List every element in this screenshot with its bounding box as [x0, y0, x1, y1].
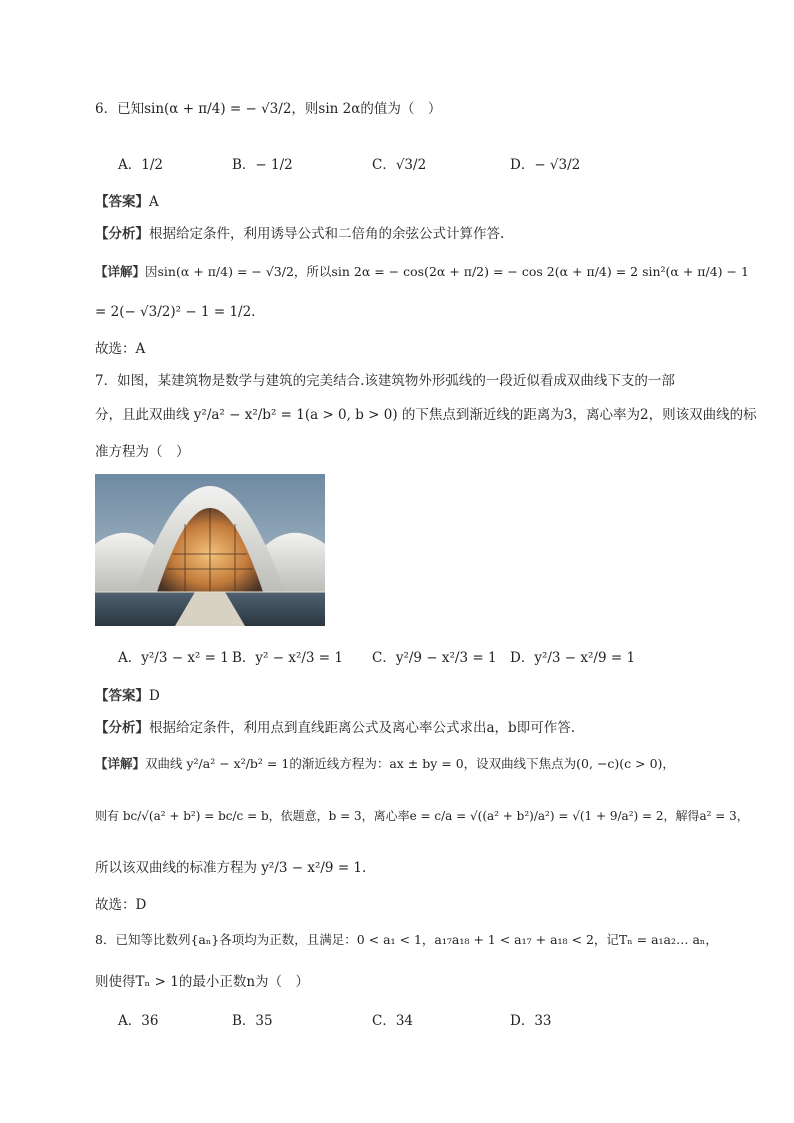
q6-option-d: D．− √3/2 — [510, 157, 581, 173]
q7-option-c: C．y²/9 − x²/3 = 1 — [372, 650, 497, 666]
answer-value: D — [149, 688, 160, 704]
q6-option-c: C．√3/2 — [372, 157, 427, 173]
q8-option-a: A．36 — [118, 1013, 159, 1029]
q7-detail-line-2: 则有 bc/√(a² + b²) = bc/c = b，依题意，b = 3，离心率e = c/a = √((a² + b²)/a²) = √(1 + 9/a²) = 2，解得a² = 3， — [95, 809, 749, 823]
q7-detail-line-3: 所以该双曲线的标准方程为 y²/3 − x²/9 = 1. — [95, 860, 367, 876]
analysis-tag: 【分析】 — [95, 226, 149, 242]
q7-answer — [95, 686, 160, 706]
q6-answer — [95, 192, 159, 212]
q7-option-a: A．y²/3 − x² = 1 — [118, 650, 229, 666]
q6-choose: 故选：A — [95, 341, 146, 357]
q8-stem-line-1: 8．已知等比数列{aₙ}各项均为正数，且满足：0 < a₁ < 1，a₁₇a₁₈ + 1 < a₁₇ + a₁₈ < 2，记Tₙ = a₁a₂… aₙ， — [95, 932, 718, 947]
analysis-text: 根据给定条件，利用点到直线距离公式及离心率公式求出a，b即可作答. — [149, 720, 575, 736]
q6-option-a: A．1/2 — [118, 157, 163, 173]
q7-option-d: D．y²/3 − x²/9 = 1 — [510, 650, 636, 666]
q6-analysis — [95, 224, 504, 244]
detail-text: 因sin(α + π/4) = − √3/2，所以sin 2α = − cos(2α + π/2) = − cos 2(α + π/4) = 2 sin²(α + π/4) − 1 — [145, 264, 749, 279]
q7-analysis — [95, 718, 575, 738]
analysis-tag: 【分析】 — [95, 720, 149, 736]
building-image — [95, 474, 325, 626]
q7-stem-line-3: 准方程为（ ） — [95, 444, 190, 460]
q7-stem-line-1: 7．如图，某建筑物是数学与建筑的完美结合.该建筑物外形弧线的一段近似看成双曲线下支的一部 — [95, 373, 675, 389]
q8-option-d: D．33 — [510, 1013, 552, 1029]
answer-tag: 【答案】 — [95, 688, 149, 704]
q6-detail-line-1 — [95, 262, 749, 282]
q7-stem-line-2: 分，且此双曲线 y²/a² − x²/b² = 1(a > 0, b > 0) 的下焦点到渐近线的距离为3，离心率为2，则该双曲线的标 — [95, 407, 757, 423]
detail-tag: 【详解】 — [95, 264, 146, 279]
detail-text: 双曲线 y²/a² − x²/b² = 1的渐近线方程为：ax ± by = 0，设双曲线下焦点为(0, −c)(c > 0)， — [145, 756, 675, 771]
q6-stem: 6．已知sin(α + π/4) = − √3/2，则sin 2α的值为（ ） — [95, 101, 442, 117]
answer-tag: 【答案】 — [95, 194, 149, 210]
q7-detail-line-1 — [95, 754, 675, 774]
q7-choose: 故选：D — [95, 897, 147, 913]
q8-option-b: B．35 — [232, 1013, 273, 1029]
q6-detail-line-2: = 2(− √3/2)² − 1 = 1/2. — [95, 304, 256, 320]
analysis-text: 根据给定条件，利用诱导公式和二倍角的余弦公式计算作答. — [149, 226, 505, 242]
building-photo — [95, 474, 325, 626]
q8-stem-line-2: 则使得Tₙ > 1的最小正数n为（ ） — [95, 974, 310, 990]
q8-option-c: C．34 — [372, 1013, 414, 1029]
detail-tag: 【详解】 — [95, 756, 146, 771]
q7-option-b: B．y² − x²/3 = 1 — [232, 650, 343, 666]
q6-option-b: B．− 1/2 — [232, 157, 293, 173]
answer-value: A — [149, 194, 159, 210]
